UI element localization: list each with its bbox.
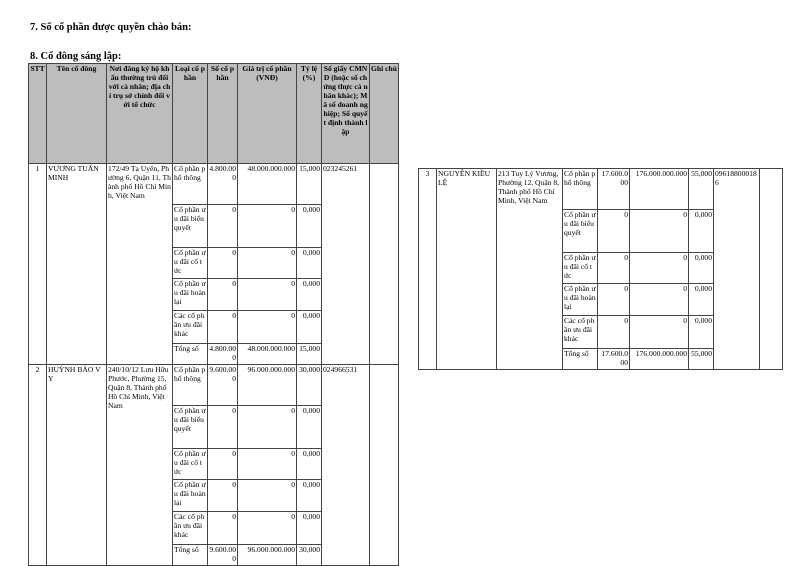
share-value: 96.000.000.000 [238, 364, 297, 405]
shareholder-name: VƯƠNG TUẤN MINH [47, 164, 107, 365]
share-type: Cổ phần ưu đãi cổ tức [173, 448, 208, 479]
header-ratio: Tỷ lệ (%) [297, 64, 322, 164]
shareholder-stt: 1 [29, 164, 47, 365]
share-type: Tổng số [173, 544, 208, 565]
shareholder-note [370, 364, 399, 565]
share-value: 0 [238, 279, 297, 311]
section-7-heading: 7. Số cổ phần được quyền chào bán: [30, 22, 192, 33]
share-count: 4.800.000 [208, 164, 238, 205]
share-count: 0 [208, 448, 238, 479]
share-ratio: 15,000 [297, 164, 322, 205]
shareholder-name: HUỲNH BẢO VY [47, 364, 107, 565]
share-count: 0 [208, 205, 238, 248]
shareholder-id-number: 024966531 [322, 364, 370, 565]
share-ratio: 55,000 [689, 349, 714, 370]
share-value: 0 [630, 210, 689, 253]
share-ratio: 30,000 [297, 544, 322, 565]
share-count: 4.800.000 [208, 344, 238, 365]
share-type: Cổ phần ưu đãi biểu quyết [173, 205, 208, 248]
shareholder-id-number: 096188000186 [714, 169, 760, 370]
share-type: Cổ phần ưu đãi cổ tức [173, 248, 208, 279]
header-share-type: Loại cổ phần [173, 64, 208, 164]
share-ratio: 15,000 [297, 344, 322, 365]
share-type: Tổng số [173, 344, 208, 365]
shareholder-note [760, 169, 783, 370]
founding-shareholders-table-continued [418, 168, 783, 370]
shareholder-stt: 2 [29, 364, 47, 565]
share-type: Cổ phần ưu đãi biểu quyết [563, 210, 598, 253]
share-type: Cổ phần ưu đãi biểu quyết [173, 405, 208, 448]
share-count: 0 [208, 311, 238, 344]
share-count: 0 [598, 253, 630, 284]
share-ratio: 55,000 [689, 169, 714, 210]
header-id-number: Số giấy CMND (hoặc số chứng thực cá nhân khác); Mã số doanh nghiệp; Số quyết định thành lập [322, 64, 370, 164]
share-ratio: 30,000 [297, 364, 322, 405]
share-count: 0 [208, 248, 238, 279]
share-value: 96.000.000.000 [238, 544, 297, 565]
share-value: 0 [630, 316, 689, 349]
shareholder-row [419, 169, 783, 210]
share-ratio: 0,000 [297, 205, 322, 248]
share-type: Tổng số [563, 349, 598, 370]
share-type: Cổ phần ưu đãi hoàn lại [563, 284, 598, 316]
share-type: Cổ phần ưu đãi hoàn lại [173, 479, 208, 511]
header-note: Ghi chú [370, 64, 399, 164]
share-type: Cổ phần phổ thông [173, 164, 208, 205]
share-value: 0 [630, 284, 689, 316]
share-type: Cổ phần ưu đãi hoàn lại [173, 279, 208, 311]
share-ratio: 0,000 [689, 253, 714, 284]
share-value: 176.000.000.000 [630, 169, 689, 210]
share-ratio: 0,000 [297, 479, 322, 511]
share-ratio: 0,000 [297, 405, 322, 448]
share-value: 176.000.000.000 [630, 349, 689, 370]
shareholder-stt: 3 [419, 169, 437, 370]
share-count: 9.600.000 [208, 364, 238, 405]
share-value: 48.000.000.000 [238, 344, 297, 365]
share-count: 0 [208, 405, 238, 448]
share-count: 17.600.000 [598, 349, 630, 370]
share-ratio: 0,000 [297, 511, 322, 544]
share-value: 0 [238, 248, 297, 279]
share-ratio: 0,000 [297, 448, 322, 479]
shareholder-row [29, 364, 399, 405]
shareholder-address: 213 Tuy Lý Vương, Phường 12, Quận 8, Thành phố Hồ Chí Minh, Việt Nam [497, 169, 563, 370]
share-count: 0 [598, 316, 630, 349]
header-address: Nơi đăng ký hộ khẩu thường trú đối với cá nhân; địa chỉ trụ sở chính đối với tổ chức [107, 64, 173, 164]
share-value: 0 [238, 511, 297, 544]
share-type: Cổ phần phổ thông [563, 169, 598, 210]
share-count: 0 [598, 284, 630, 316]
share-value: 48.000.000.000 [238, 164, 297, 205]
share-value: 0 [238, 405, 297, 448]
share-count: 0 [208, 279, 238, 311]
share-value: 0 [238, 479, 297, 511]
share-value: 0 [238, 448, 297, 479]
share-ratio: 0,000 [689, 316, 714, 349]
share-type: Các cổ phần ưu đãi khác [173, 511, 208, 544]
share-type: Các cổ phần ưu đãi khác [563, 316, 598, 349]
header-stt: STT [29, 64, 47, 164]
share-value: 0 [238, 205, 297, 248]
share-count: 0 [208, 511, 238, 544]
share-type: Cổ phần ưu đãi cổ tức [563, 253, 598, 284]
shareholder-row [29, 164, 399, 205]
shareholder-id-number: 023245261 [322, 164, 370, 365]
share-value: 0 [630, 253, 689, 284]
share-count: 0 [598, 210, 630, 253]
shareholder-address: 240/10/12 Lưu Hữu Phước, Phường 15, Quận 8, Thành phố Hồ Chí Minh, Việt Nam [107, 364, 173, 565]
section-8-heading: 8. Cổ đông sáng lập: [30, 51, 122, 62]
header-share-count: Số cổ phần [208, 64, 238, 164]
share-ratio: 0,000 [689, 210, 714, 253]
share-value: 0 [238, 311, 297, 344]
founding-shareholders-table [28, 63, 399, 566]
shareholder-name: NGUYỄN KIỀU LỆ [437, 169, 497, 370]
share-count: 0 [208, 479, 238, 511]
share-type: Các cổ phần ưu đãi khác [173, 311, 208, 344]
share-ratio: 0,000 [689, 284, 714, 316]
share-count: 17.600.000 [598, 169, 630, 210]
share-ratio: 0,000 [297, 311, 322, 344]
share-type: Cổ phần phổ thông [173, 364, 208, 405]
shareholder-address: 172/49 Tạ Uyên, Phường 6, Quận 11, Thành phố Hồ Chí Minh, Việt Nam [107, 164, 173, 365]
share-ratio: 0,000 [297, 279, 322, 311]
share-ratio: 0,000 [297, 248, 322, 279]
shareholder-note [370, 164, 399, 365]
header-name: Tên cổ đông [47, 64, 107, 164]
share-count: 9.600.000 [208, 544, 238, 565]
header-share-value: Giá trị cổ phần (VNĐ) [238, 64, 297, 164]
